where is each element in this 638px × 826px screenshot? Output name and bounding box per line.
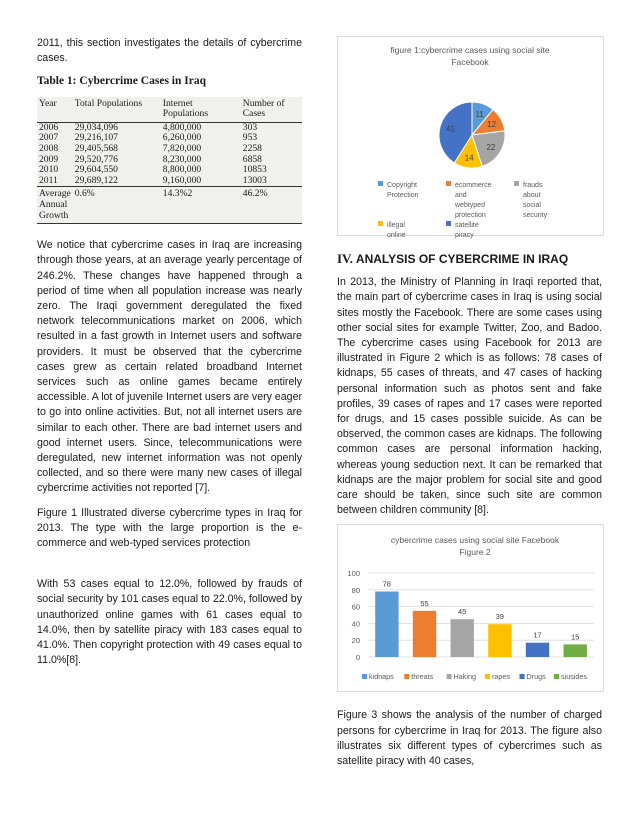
table-row [37, 176, 302, 187]
bar-y-tick: 40 [351, 619, 360, 629]
table-cell: 13003 [242, 174, 267, 186]
pie-legend-swatch [514, 181, 519, 186]
average-label: Average Annual Growth [37, 187, 73, 224]
section-title: ANALYSIS OF CYBERCRIME IN IRAQ [355, 252, 569, 266]
table-cell: 6,260,000 [162, 132, 202, 144]
bar-kidnaps [375, 592, 398, 658]
left-column [37, 36, 302, 668]
intro-paragraph: 2011, this section investigates the details of cybercrime cases. [37, 37, 302, 65]
table-cell: 29,216,107 [74, 132, 118, 144]
pie-legend-swatch [378, 221, 383, 226]
bar-chart-title: cybercrime cases using social site Facebook Figure 2 [390, 535, 560, 558]
paragraph-figure3: Figure 3 shows the analysis of the number of charged persons for cybercrime in Iraq for 2013. The figure also illustrates six different types of cybercrimes such as satellite piracy with 40 cases, [337, 709, 602, 768]
bar-value-label: 55 [420, 599, 429, 609]
average-cell: 14.3%2 [161, 187, 241, 224]
bar-value-label: 78 [382, 579, 391, 589]
table-row [37, 144, 302, 155]
bar-y-tick: 20 [351, 636, 360, 646]
bar-legend-swatch [554, 674, 559, 679]
pie-chart-svg [338, 37, 603, 239]
bar-y-tick: 80 [351, 586, 360, 596]
pie-legend-swatch [446, 221, 451, 226]
table-cell: 953 [242, 132, 258, 144]
bar-value-label: 45 [458, 607, 467, 617]
pie-slice-label: 14 [464, 153, 474, 163]
table-cell: 2011 [39, 174, 58, 186]
bar-y-tick: 60 [351, 603, 360, 613]
pie-legend-label: frauds about social security [523, 182, 548, 219]
pie-slice-label: 12 [487, 120, 497, 130]
pie-slice-label: 41 [446, 124, 455, 134]
table-cell: 2010 [39, 164, 59, 176]
bar-threats [413, 611, 436, 657]
table-cell: 29,689,122 [74, 174, 118, 186]
table-average-row [37, 187, 302, 224]
table-cell: 6858 [242, 153, 262, 165]
table-cell: 303 [242, 121, 258, 133]
table-cell: 4,800,000 [162, 121, 202, 133]
table-title: Table 1: Cybercrime Cases in Iraq [37, 75, 206, 88]
paragraph-figure1-intro: Figure 1 Illustrated diverse cybercrime types in Iraq for 2013. The type with the large proportion is the e-commerce and web-typed services protection [37, 506, 302, 549]
bar-value-label: 17 [533, 631, 542, 641]
figure2-bar-chart [337, 524, 604, 692]
table-cell: 2258 [242, 142, 262, 154]
bar-chart-svg [338, 525, 603, 691]
table-cell: 2008 [39, 142, 59, 154]
pie-legend-swatch [446, 181, 451, 186]
pie-legend-label: satellite piracy [455, 222, 479, 239]
bar-legend-label: threats [411, 672, 434, 682]
right-column [337, 36, 602, 769]
paragraph-figure1-details: With 53 cases equal to 12.0%, followed by frauds of social security by 101 cases equal to 22.0%, followed by unauthorized online games with 61 cases equal to 14.0%, then by satellite piracy with 183 cases equal to 41.0%. Then copyright protection with 49 cases equal to 11.0%[8]. [37, 578, 302, 667]
table-cell: 10853 [242, 164, 267, 176]
header-year: Year [37, 97, 73, 123]
bar-legend-swatch [447, 674, 452, 679]
pie-legend-label: ecommerce and webtyped protection [455, 182, 492, 219]
pie-legend-label: Copyright Protection [387, 182, 419, 199]
table-cell: 29,405,568 [74, 142, 118, 154]
table-header-row [37, 97, 302, 123]
bar-rapes [488, 625, 511, 658]
section-heading [337, 251, 602, 267]
table-cell: 29,034,096 [74, 121, 118, 133]
bar-legend-swatch [362, 674, 367, 679]
bar-siusides [564, 645, 587, 658]
table-cell: 8,800,000 [162, 164, 202, 176]
bar-y-tick: 100 [347, 569, 360, 579]
bar-Haking [451, 620, 474, 658]
pie-legend-label: illegal online [387, 222, 406, 239]
bar-legend-swatch [404, 674, 409, 679]
bar-legend-label: kidnaps [369, 672, 394, 682]
bar-legend-swatch [485, 674, 490, 679]
pie-chart-title: figure 1:cybercrime cases using social site Facebook [390, 45, 550, 67]
paragraph-analysis: In 2013, the Ministry of Planning in Iraqi reported that, the main part of cybercrime cases in Iraq is using social sites mostly the Facebook. There are some cases using other social sites for example Twitter, Zoo, and Badoo. The cybercrime cases using Facebook for 2013 are illustrated in Figure 2 which is as follows: 78 cases of kidnaps, 55 cases of threats, and 47 cases of hacking personal information such as photos sent and fake profiles, 39 cases of rapes and 17 cases were reported for drugs, and 15 cases possible suicide. As can be observed, the common cases are kidnaps. The following common cases are personal information hacking, whereas young seduction next. It can be remarked that kidnaps are the major problem for social site and good care should be taken, since such site are common between children community [8]. [337, 276, 602, 517]
pie-slice-label: 22 [486, 143, 496, 152]
table-cell: 7,820,000 [162, 142, 202, 154]
bar-legend-swatch [520, 674, 525, 679]
table-cell: 2007 [39, 132, 59, 144]
bar-legend-label: Drugs [526, 672, 546, 682]
bar-y-tick: 0 [355, 653, 360, 663]
header-total-populations: Total Populations [73, 97, 161, 123]
table-cell: 2006 [39, 121, 59, 133]
figure1-pie-chart [337, 36, 604, 239]
bar-legend-label: Haking [453, 672, 476, 682]
header-number-of-cases: Number of Cases [241, 97, 302, 123]
table-cell: 9,160,000 [162, 174, 202, 186]
table-cell: 2009 [39, 153, 59, 165]
table-body [37, 122, 302, 223]
pie-legend-swatch [378, 181, 383, 186]
bar-Drugs [526, 643, 549, 657]
table-cell: 29,520,776 [74, 153, 118, 165]
table-cell: 29,604,550 [74, 164, 118, 176]
section-number: IV. [337, 251, 354, 266]
pie-slice-label: 11 [475, 109, 484, 119]
average-cell: 0.6% [73, 187, 161, 224]
paragraph-growth: We notice that cybercrime cases in Iraq are increasing through those years, at an average yearly percentage of 246.2%. These changes have happened through a period of time when all population increase was nearly zero. The Iraqi government deregulated the fixed network telecommunications market on 2006, which resulted in a fast growth in Internet users and software providers. It must be observed that the cybercrime cases grew as certain related broadband Internet services such as online games became entirely accessible. A lot of juvenile Internet users are very eager to go into online activities. But, not all internet users are similar to each other. There are bad internet users and good internet users. Since, telecommunications were deregulated, new internet information was not openly collected, and so there were many new cases of illegal cybercrime activities not reported [7]. [37, 239, 302, 495]
header-internet-populations: Internet Populations [161, 97, 241, 123]
table-cell: 8,230,000 [162, 153, 202, 165]
bar-value-label: 39 [495, 612, 504, 622]
cybercrime-table [37, 97, 302, 225]
bar-value-label: 15 [571, 632, 580, 642]
average-cell: 46.2% [241, 187, 302, 224]
bar-legend-label: siusides [561, 672, 587, 682]
bar-legend-label: rapes [492, 672, 510, 682]
